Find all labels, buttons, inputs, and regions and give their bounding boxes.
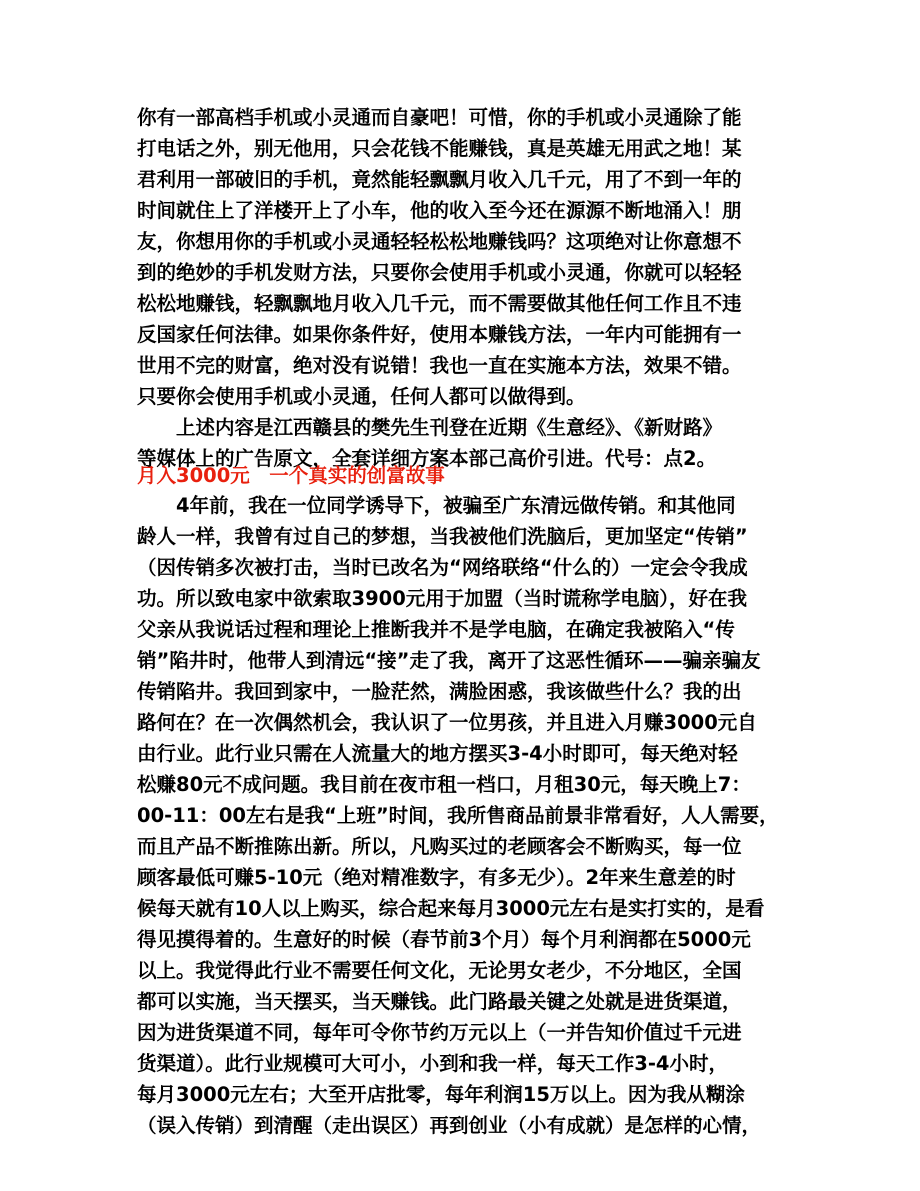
- paragraph-line: 松松地赚钱，轻飘飘地月收入几千元，而不需要做其他任何工作且不违: [137, 292, 742, 315]
- paragraph-line: 货渠道）。此行业规模可大可小，小到和我一样，每天工作3-4小时，: [137, 1052, 728, 1075]
- paragraph-line: 等媒体上的广告原文，全套详细方案本部己高价引进。代号：点2。: [137, 447, 717, 470]
- paragraph-line: 反国家任何法律。如果你条件好，使用本赚钱方法，一年内可能拥有一: [137, 323, 742, 346]
- paragraph-line: 路何在？在一次偶然机会，我认识了一位男孩，并且进入月赚3000元自: [137, 711, 757, 734]
- section-heading: [137, 462, 445, 490]
- section-story: [137, 490, 787, 1141]
- paragraph-line: 以上。我觉得此行业不需要任何文化，无论男女老少，不分地区，全国: [137, 959, 742, 982]
- paragraph-line: 世用不完的财富，绝对没有说错！我也一直在实施本方法，效果不错。: [137, 354, 742, 377]
- paragraph-line: 你有一部高档手机或小灵通而自豪吧！可惜，你的手机或小灵通除了能: [137, 106, 742, 129]
- paragraph-line: 时间就住上了洋楼开上了小车，他的收入至今还在源源不断地涌入！朋: [137, 199, 742, 222]
- paragraph-line: 销”陷井时，他带人到清远“接”走了我，离开了这恶性循环——骗亲骗友: [137, 649, 761, 672]
- paragraph-line: 功。所以致电家中欲索取3900元用于加盟（当时谎称学电脑），好在我: [137, 587, 748, 610]
- paragraph-line: 00-11：00左右是我“上班”时间，我所售商品前景非常看好，人人需要，: [137, 804, 779, 827]
- paragraph-line: 因为进货渠道不同，每年可令你节约万元以上（一并告知价值过千元进: [137, 1021, 742, 1044]
- paragraph-line: （误入传销）到清醒（走出误区）再到创业（小有成就）是怎样的心情，: [137, 1114, 762, 1137]
- paragraph-line: 只要你会使用手机或小灵通，任何人都可以做得到。: [137, 385, 586, 408]
- paragraph-line: 打电话之外，别无他用，只会花钱不能赚钱，真是英雄无用武之地！某: [137, 137, 742, 160]
- paragraph-line: 4年前，我在一位同学诱导下，被骗至广东清远做传销。和其他同: [176, 494, 736, 517]
- paragraph-line: 父亲从我说话过程和理论上推断我并不是学电脑，在确定我被陷入“传: [137, 618, 735, 641]
- paragraph-line: 得见摸得着的。生意好的时候（春节前3个月）每个月利润都在5000元: [137, 928, 751, 951]
- paragraph-line: 到的绝妙的手机发财方法，只要你会使用手机或小灵通，你就可以轻轻: [137, 261, 742, 284]
- paragraph-line: 而且产品不断推陈出新。所以，凡购买过的老顾客会不断购买，每一位: [137, 835, 742, 858]
- paragraph-line: 候每天就有10人以上购买，综合起来每月3000元左右是实打实的，是看: [137, 897, 765, 920]
- paragraph-line: 传销陷井。我回到家中，一脸茫然，满脸困惑，我该做些什么？我的出: [137, 680, 742, 703]
- section-intro: [137, 102, 787, 474]
- paragraph-line: 都可以实施，当天摆买，当天赚钱。此门路最关键之处就是进货渠道，: [137, 990, 742, 1013]
- paragraph-line: 每月3000元左右；大至开店批零，每年利润15万以上。因为我从糊涂: [137, 1083, 745, 1106]
- paragraph-line: 上述内容是江西赣县的樊先生刊登在近期《生意经》、《新财路》: [176, 416, 723, 439]
- paragraph-line: （因传销多次被打击，当时已改名为“网络联络“什么的）一定会令我成: [137, 556, 748, 579]
- paragraph-line: 顾客最低可赚5-10元（绝对精准数字，有多无少）。2年来生意差的时: [137, 866, 736, 889]
- section-heading-text: 月入3000元 一个真实的创富故事: [137, 464, 445, 487]
- paragraph-line: 由行业。此行业只需在人流量大的地方摆买3-4小时即可，每天绝对轻: [137, 742, 738, 765]
- paragraph-line: 君利用一部破旧的手机，竟然能轻飘飘月收入几千元，用了不到一年的: [137, 168, 742, 191]
- paragraph-line: 友，你想用你的手机或小灵通轻轻松松地赚钱吗？这项绝对让你意想不: [137, 230, 742, 253]
- paragraph-line: 龄人一样，我曾有过自己的梦想，当我被他们洗脑后，更加坚定“传销”: [137, 525, 748, 548]
- paragraph-line: 松赚80元不成问题。我目前在夜市租一档口，月租30元，每天晚上7：: [137, 773, 751, 796]
